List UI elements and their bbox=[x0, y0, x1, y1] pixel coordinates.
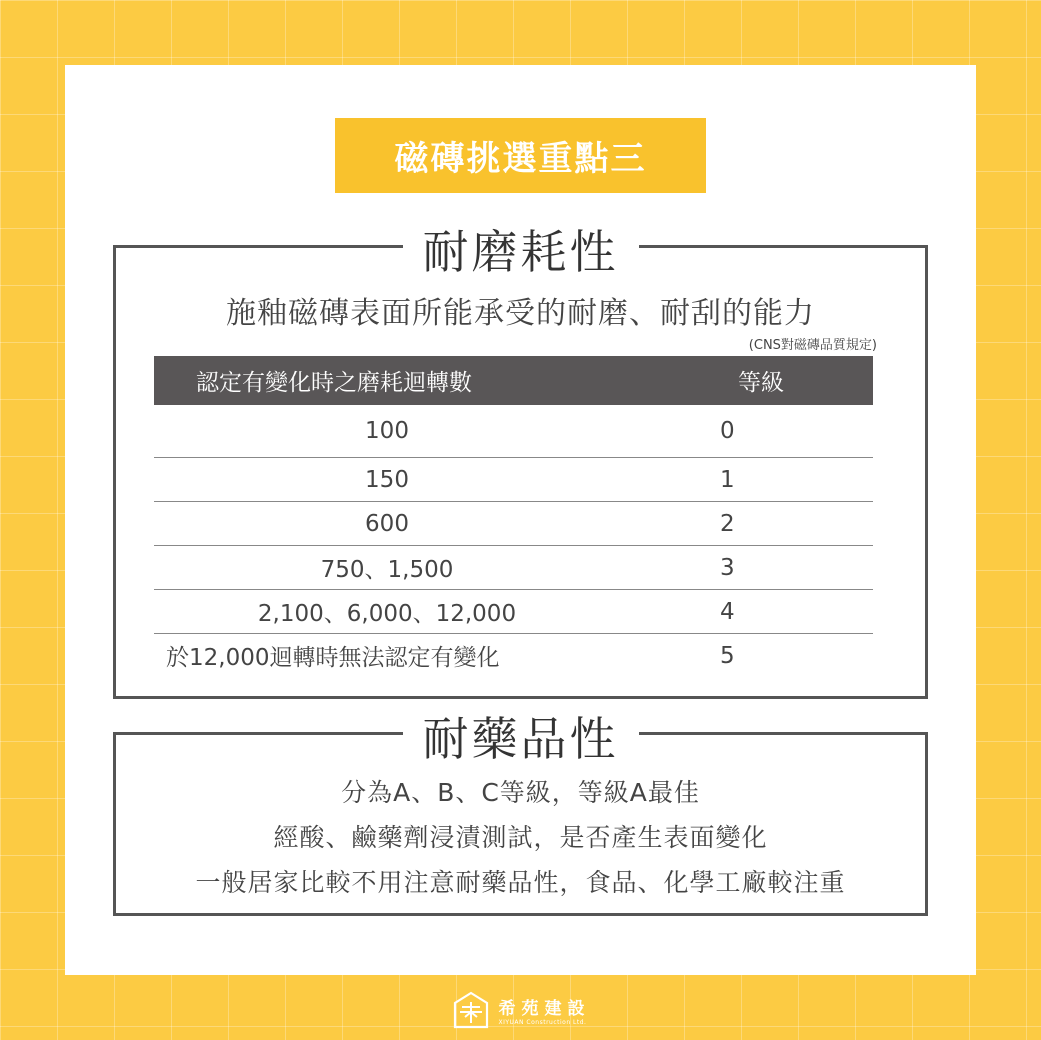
rotations-cell: 2,100、6,000、12,000 bbox=[257, 601, 517, 627]
grade-cell: 4 bbox=[720, 598, 735, 625]
content-card bbox=[65, 65, 976, 975]
brand-footer bbox=[0, 985, 1041, 1035]
chemical-lines bbox=[116, 775, 925, 910]
abrasion-description: 施釉磁磚表面所能承受的耐磨、耐刮的能力 bbox=[226, 296, 815, 331]
grade-cell: 1 bbox=[720, 466, 735, 493]
grade-cell: 2 bbox=[720, 510, 735, 537]
table-header bbox=[154, 356, 873, 405]
abrasion-table bbox=[154, 356, 873, 677]
chemical-section bbox=[113, 712, 928, 916]
table-row bbox=[154, 634, 873, 677]
chemical-heading: 耐藥品性 bbox=[403, 703, 639, 769]
chemical-line: 一般居家比較不用注意耐藥品性，食品、化學工廠較注重 bbox=[195, 868, 846, 897]
house-logo-icon bbox=[451, 990, 491, 1030]
grade-cell: 3 bbox=[720, 554, 735, 581]
rotations-cell: 750、1,500 bbox=[320, 557, 454, 583]
chemical-line: 經酸、鹼藥劑浸漬測試，是否產生表面變化 bbox=[273, 823, 768, 852]
abrasion-section bbox=[113, 225, 928, 699]
table-row bbox=[154, 405, 873, 458]
page-title: 磁磚挑選重點三 bbox=[335, 118, 706, 193]
grade-cell: 5 bbox=[720, 642, 735, 669]
grade-cell: 0 bbox=[720, 418, 735, 444]
rotations-cell: 100 bbox=[365, 418, 409, 444]
rotations-cell: 150 bbox=[365, 466, 409, 493]
table-row bbox=[154, 590, 873, 634]
abrasion-heading: 耐磨耗性 bbox=[403, 216, 639, 282]
chemical-line: 分為A、B、C等級，等級A最佳 bbox=[341, 778, 700, 807]
table-row bbox=[154, 458, 873, 502]
header-rotations: 認定有變化時之磨耗迴轉數 bbox=[196, 370, 472, 396]
rotations-cell: 600 bbox=[365, 510, 409, 537]
table-row bbox=[154, 546, 873, 590]
table-row bbox=[154, 502, 873, 546]
standard-note: (CNS對磁磚品質規定) bbox=[748, 338, 877, 353]
brand-subtitle: XIYUAN Construction Ltd. bbox=[498, 1019, 587, 1026]
brand-text bbox=[499, 994, 591, 1026]
rotations-cell: 於12,000迴轉時無法認定有變化 bbox=[166, 645, 500, 671]
brand-name: 希苑建設 bbox=[498, 999, 591, 1019]
header-grade: 等級 bbox=[738, 370, 784, 396]
